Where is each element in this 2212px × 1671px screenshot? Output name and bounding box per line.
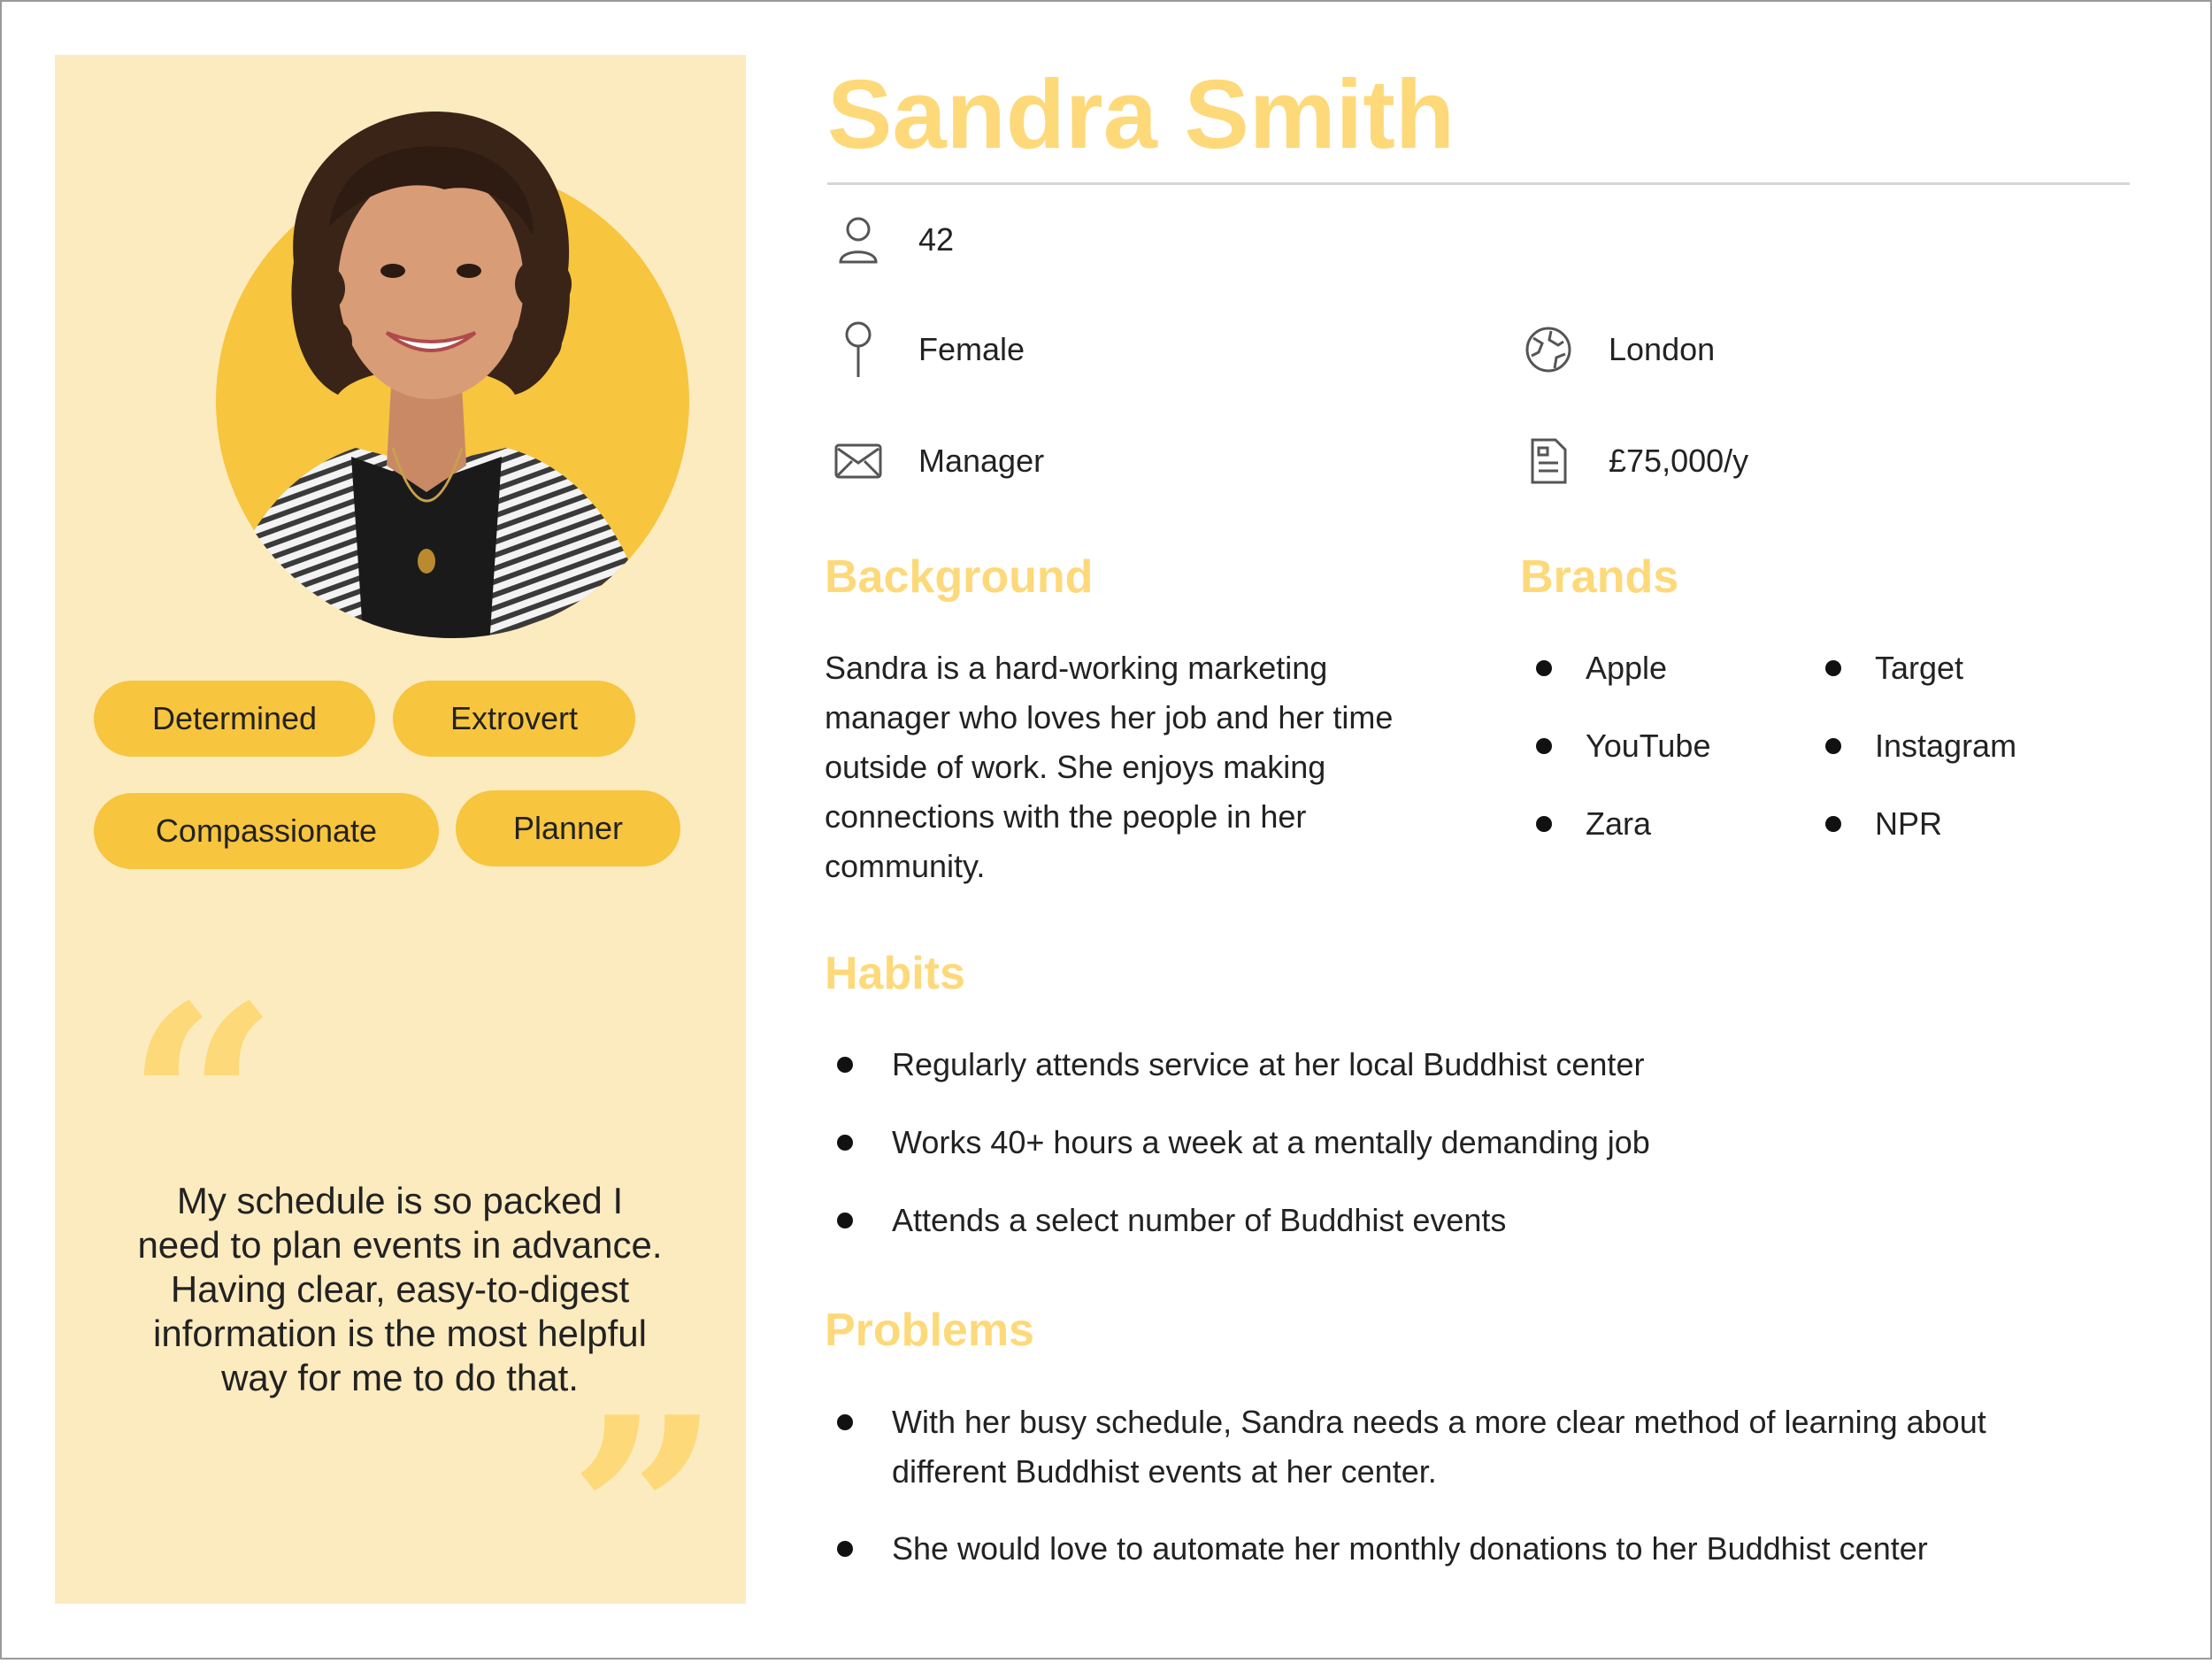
background-text: Sandra is a hard-working marketing manager who loves her job and her time outside of work. She enjoys making connections with the people in her community. [825, 650, 1394, 884]
gender-value: Female [918, 331, 1025, 367]
habit-item: Works 40+ hours a week at a mentally demanding job [837, 1118, 2138, 1167]
persona-sidebar [55, 55, 746, 1671]
age-row [832, 209, 954, 271]
problems-heading: Problems [825, 1305, 1034, 1356]
trait-tag: Determined [94, 681, 375, 757]
bullet-icon [837, 1213, 853, 1228]
problem-item: With her busy schedule, Sandra needs a more clear method of learning about different Buddhist events at her center. [837, 1398, 2058, 1497]
avatar-portrait-icon [161, 94, 692, 660]
open-quote-icon: “ [126, 947, 279, 1259]
close-quote-icon: ” [568, 1359, 721, 1671]
brand-item: YouTube [1536, 721, 1710, 771]
occupation-value: Manager [918, 443, 1045, 479]
bullet-icon [1825, 660, 1841, 676]
age-value: 42 [918, 221, 955, 258]
bullet-icon [1825, 816, 1841, 832]
envelope-icon [832, 435, 885, 488]
bullet-icon [1536, 738, 1552, 754]
bullet-icon [837, 1057, 853, 1073]
persona-name: Sandra Smith [827, 60, 1455, 169]
person-icon [832, 213, 885, 266]
bullet-icon [837, 1541, 853, 1557]
gender-row [832, 319, 1025, 381]
trait-tag: Compassionate [94, 793, 439, 869]
location-value: London [1609, 331, 1716, 367]
bullet-icon [1536, 816, 1552, 832]
background-heading: Background [825, 551, 1094, 603]
income-value: £75,000/y [1609, 443, 1749, 479]
habits-heading: Habits [825, 948, 965, 999]
pin-icon [832, 323, 885, 376]
habit-item: Regularly attends service at her local Buddhist center [837, 1040, 2138, 1090]
brand-item: Target [1825, 643, 1963, 693]
bullet-icon [837, 1414, 853, 1430]
location-row [1522, 319, 1715, 381]
brand-item: Zara [1536, 799, 1651, 849]
occupation-row [832, 430, 1044, 492]
brand-item: NPR [1825, 799, 1942, 849]
habit-item: Attends a select number of Buddhist events [837, 1196, 2138, 1245]
brand-item: Apple [1536, 643, 1667, 693]
bullet-icon [837, 1135, 853, 1151]
globe-icon [1522, 323, 1575, 376]
trait-tag: Planner [456, 790, 680, 866]
problem-item: She would love to automate her monthly donations to her Buddhist center [837, 1524, 2138, 1574]
divider [827, 182, 2130, 185]
trait-tag: Extrovert [393, 681, 635, 757]
avatar [161, 94, 692, 660]
brands-heading: Brands [1520, 551, 1679, 603]
brand-item: Instagram [1825, 721, 2016, 771]
bullet-icon [1825, 738, 1841, 754]
bullet-icon [1536, 660, 1552, 676]
document-icon [1522, 435, 1575, 488]
income-row [1522, 430, 1748, 492]
persona-quote: My schedule is so packed I need to plan events in advance. Having clear, easy-to-digest information is the most helpful way for me to do that. [137, 1180, 663, 1398]
